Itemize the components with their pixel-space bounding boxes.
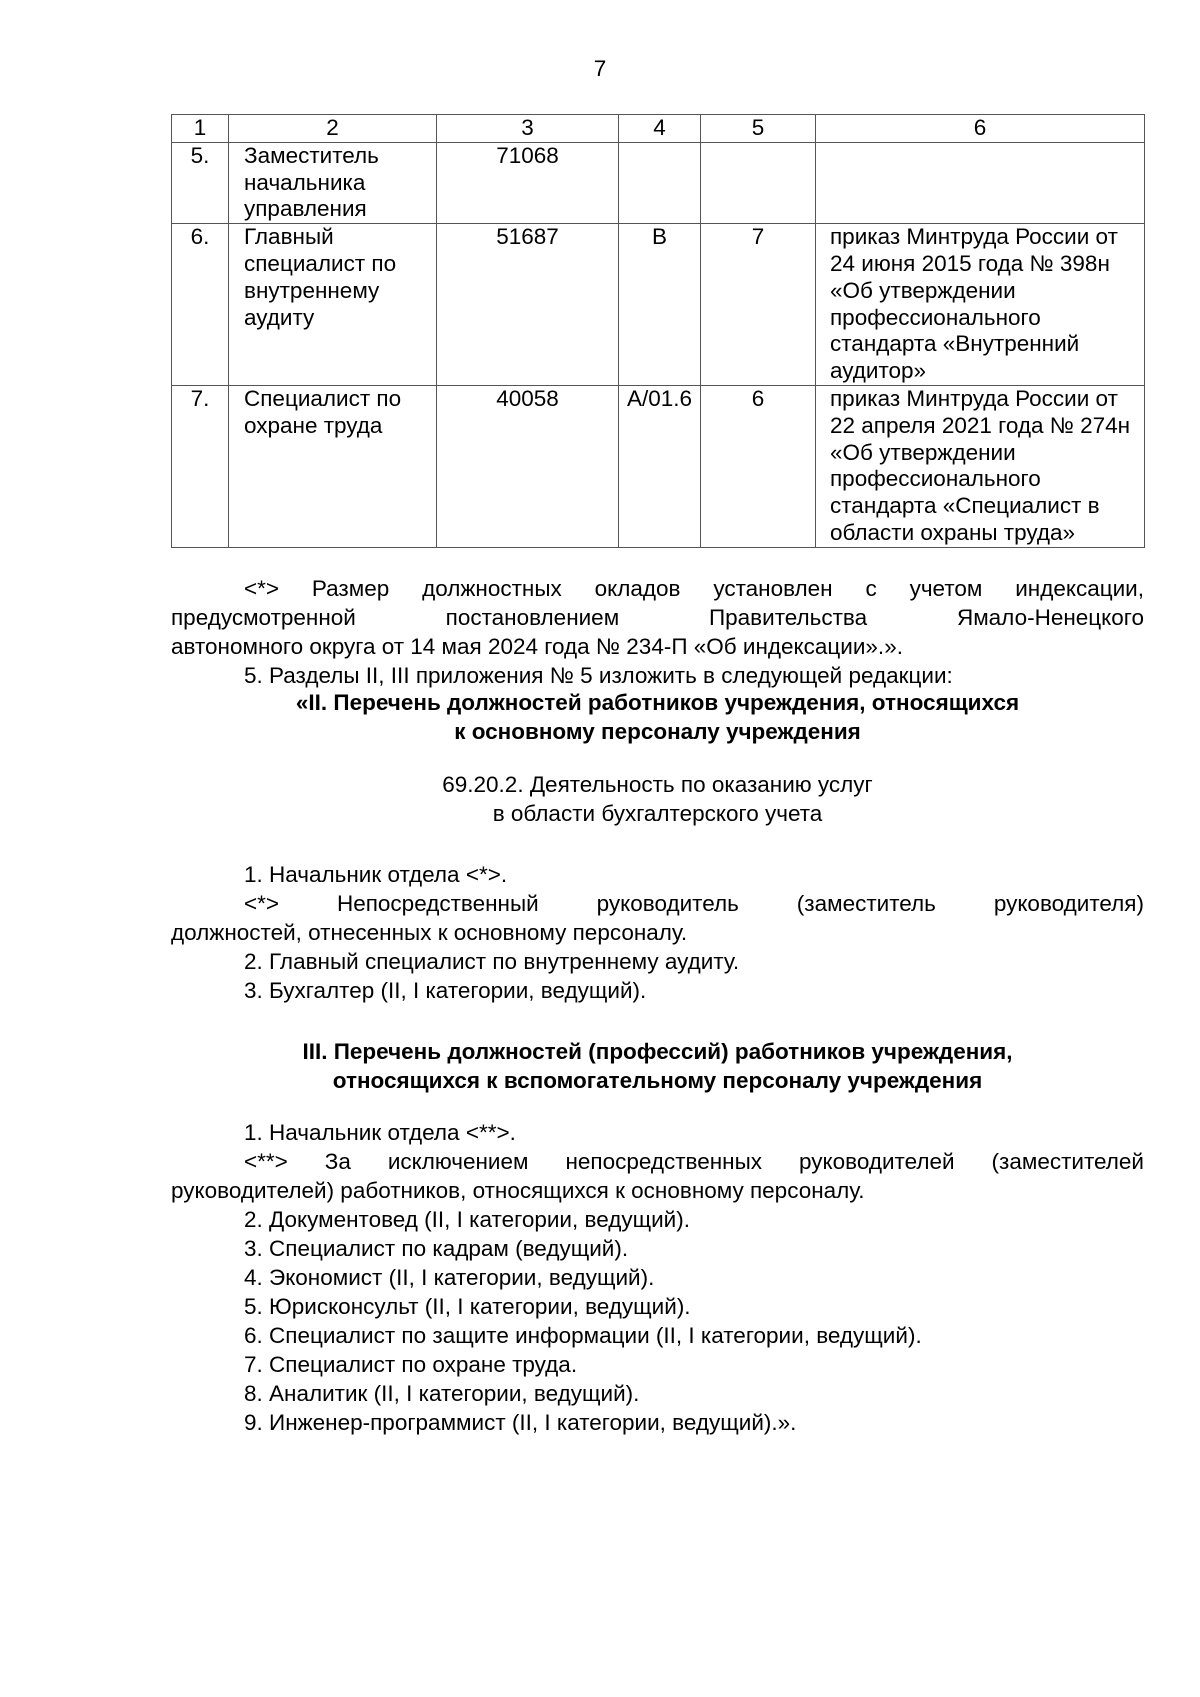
row-number: 7.	[172, 385, 229, 547]
footnote-line: автономного округа от 14 мая 2024 года № 234-П «Об индексации».».	[171, 634, 903, 659]
list-item: 9. Инженер-программист (II, I категории, ведущий).».	[244, 1410, 797, 1435]
row-number: 5.	[172, 142, 229, 223]
function-code: В	[619, 224, 701, 386]
section-3-list	[171, 1118, 1144, 1437]
list-item: 3. Специалист по кадрам (ведущий).	[244, 1236, 629, 1261]
note-line: <*> Непосредственный руководитель (заместитель руководителя)	[244, 891, 1144, 916]
section-2-title	[171, 688, 1144, 746]
position-name: Заместитель начальника управления	[229, 142, 437, 223]
list-item: 4. Экономист (II, I категории, ведущий).	[244, 1265, 655, 1290]
list-item: 2. Документовед (II, I категории, ведущий).	[244, 1207, 690, 1232]
subtitle-line: в области бухгалтерского учета	[492, 801, 823, 826]
list-item: 3. Бухгалтер (II, I категории, ведущий).	[244, 978, 647, 1003]
section-title-line: относящихся к вспомогательному персоналу учреждения	[332, 1068, 983, 1093]
list-item: 1. Начальник отдела <**>.	[244, 1120, 516, 1145]
table-header-cell: 1	[172, 115, 229, 143]
list-item: 2. Главный специалист по внутреннему аудиту.	[244, 949, 740, 974]
function-code	[619, 142, 701, 223]
function-code: А/01.6	[619, 385, 701, 547]
table-header-cell: 3	[437, 115, 619, 143]
section-2-list	[171, 860, 1144, 1005]
note-line: руководителей) работников, относящихся к основному персоналу.	[171, 1178, 865, 1203]
amendment-item: 5. Разделы II, III приложения № 5 изложить в следующей редакции:	[244, 663, 953, 688]
subtitle-line: 69.20.2. Деятельность по оказанию услуг	[442, 772, 873, 797]
table-row	[172, 224, 1145, 386]
list-item: 5. Юрисконсульт (II, I категории, ведущий).	[244, 1294, 691, 1319]
table-header-row	[172, 115, 1145, 143]
row-number: 6.	[172, 224, 229, 386]
table-header-cell: 4	[619, 115, 701, 143]
list-item: 6. Специалист по защите информации (II, I категории, ведущий).	[244, 1323, 922, 1348]
salary-value: 71068	[437, 142, 619, 223]
page-number: 7	[593, 56, 607, 81]
note-line: <**> За исключением непосредственных руководителей (заместителей	[244, 1149, 1144, 1174]
qualification-level	[701, 142, 816, 223]
section-title-line: III. Перечень должностей (профессий) работников учреждения,	[302, 1039, 1013, 1064]
table-header-cell: 6	[816, 115, 1145, 143]
qualification-level: 6	[701, 385, 816, 547]
professional-standard: приказ Минтруда России от 22 апреля 2021 года № 274н «Об утверждении профессионального стандарта «Специалист в области охраны труда»	[816, 385, 1145, 547]
footnote-line: предусмотренной постановлением Правительства Ямало-Ненецкого	[171, 605, 1144, 630]
footnote-line: <*> Размер должностных окладов установлен с учетом индексации,	[244, 576, 1144, 601]
positions-table	[171, 114, 1145, 548]
salary-value: 40058	[437, 385, 619, 547]
table-header-cell: 2	[229, 115, 437, 143]
footnote-block	[171, 574, 1144, 690]
list-item: 8. Аналитик (II, I категории, ведущий).	[244, 1381, 640, 1406]
section-2-subtitle	[171, 770, 1144, 828]
section-3-title	[171, 1037, 1144, 1095]
note-line: должностей, отнесенных к основному персоналу.	[171, 920, 688, 945]
section-title-line: «II. Перечень должностей работников учреждения, относящихся	[295, 690, 1020, 715]
salary-value: 51687	[437, 224, 619, 386]
table-row	[172, 385, 1145, 547]
qualification-level: 7	[701, 224, 816, 386]
table-header-cell: 5	[701, 115, 816, 143]
position-name: Специалист по охране труда	[229, 385, 437, 547]
professional-standard: приказ Минтруда России от 24 июня 2015 года № 398н «Об утверждении профессионального стандарта «Внутренний аудитор»	[816, 224, 1145, 386]
position-name: Главный специалист по внутреннему аудиту	[229, 224, 437, 386]
professional-standard	[816, 142, 1145, 223]
list-item: 1. Начальник отдела <*>.	[244, 862, 508, 887]
list-item: 7. Специалист по охране труда.	[244, 1352, 578, 1377]
section-title-line: к основному персоналу учреждения	[454, 719, 861, 744]
table-row	[172, 142, 1145, 223]
